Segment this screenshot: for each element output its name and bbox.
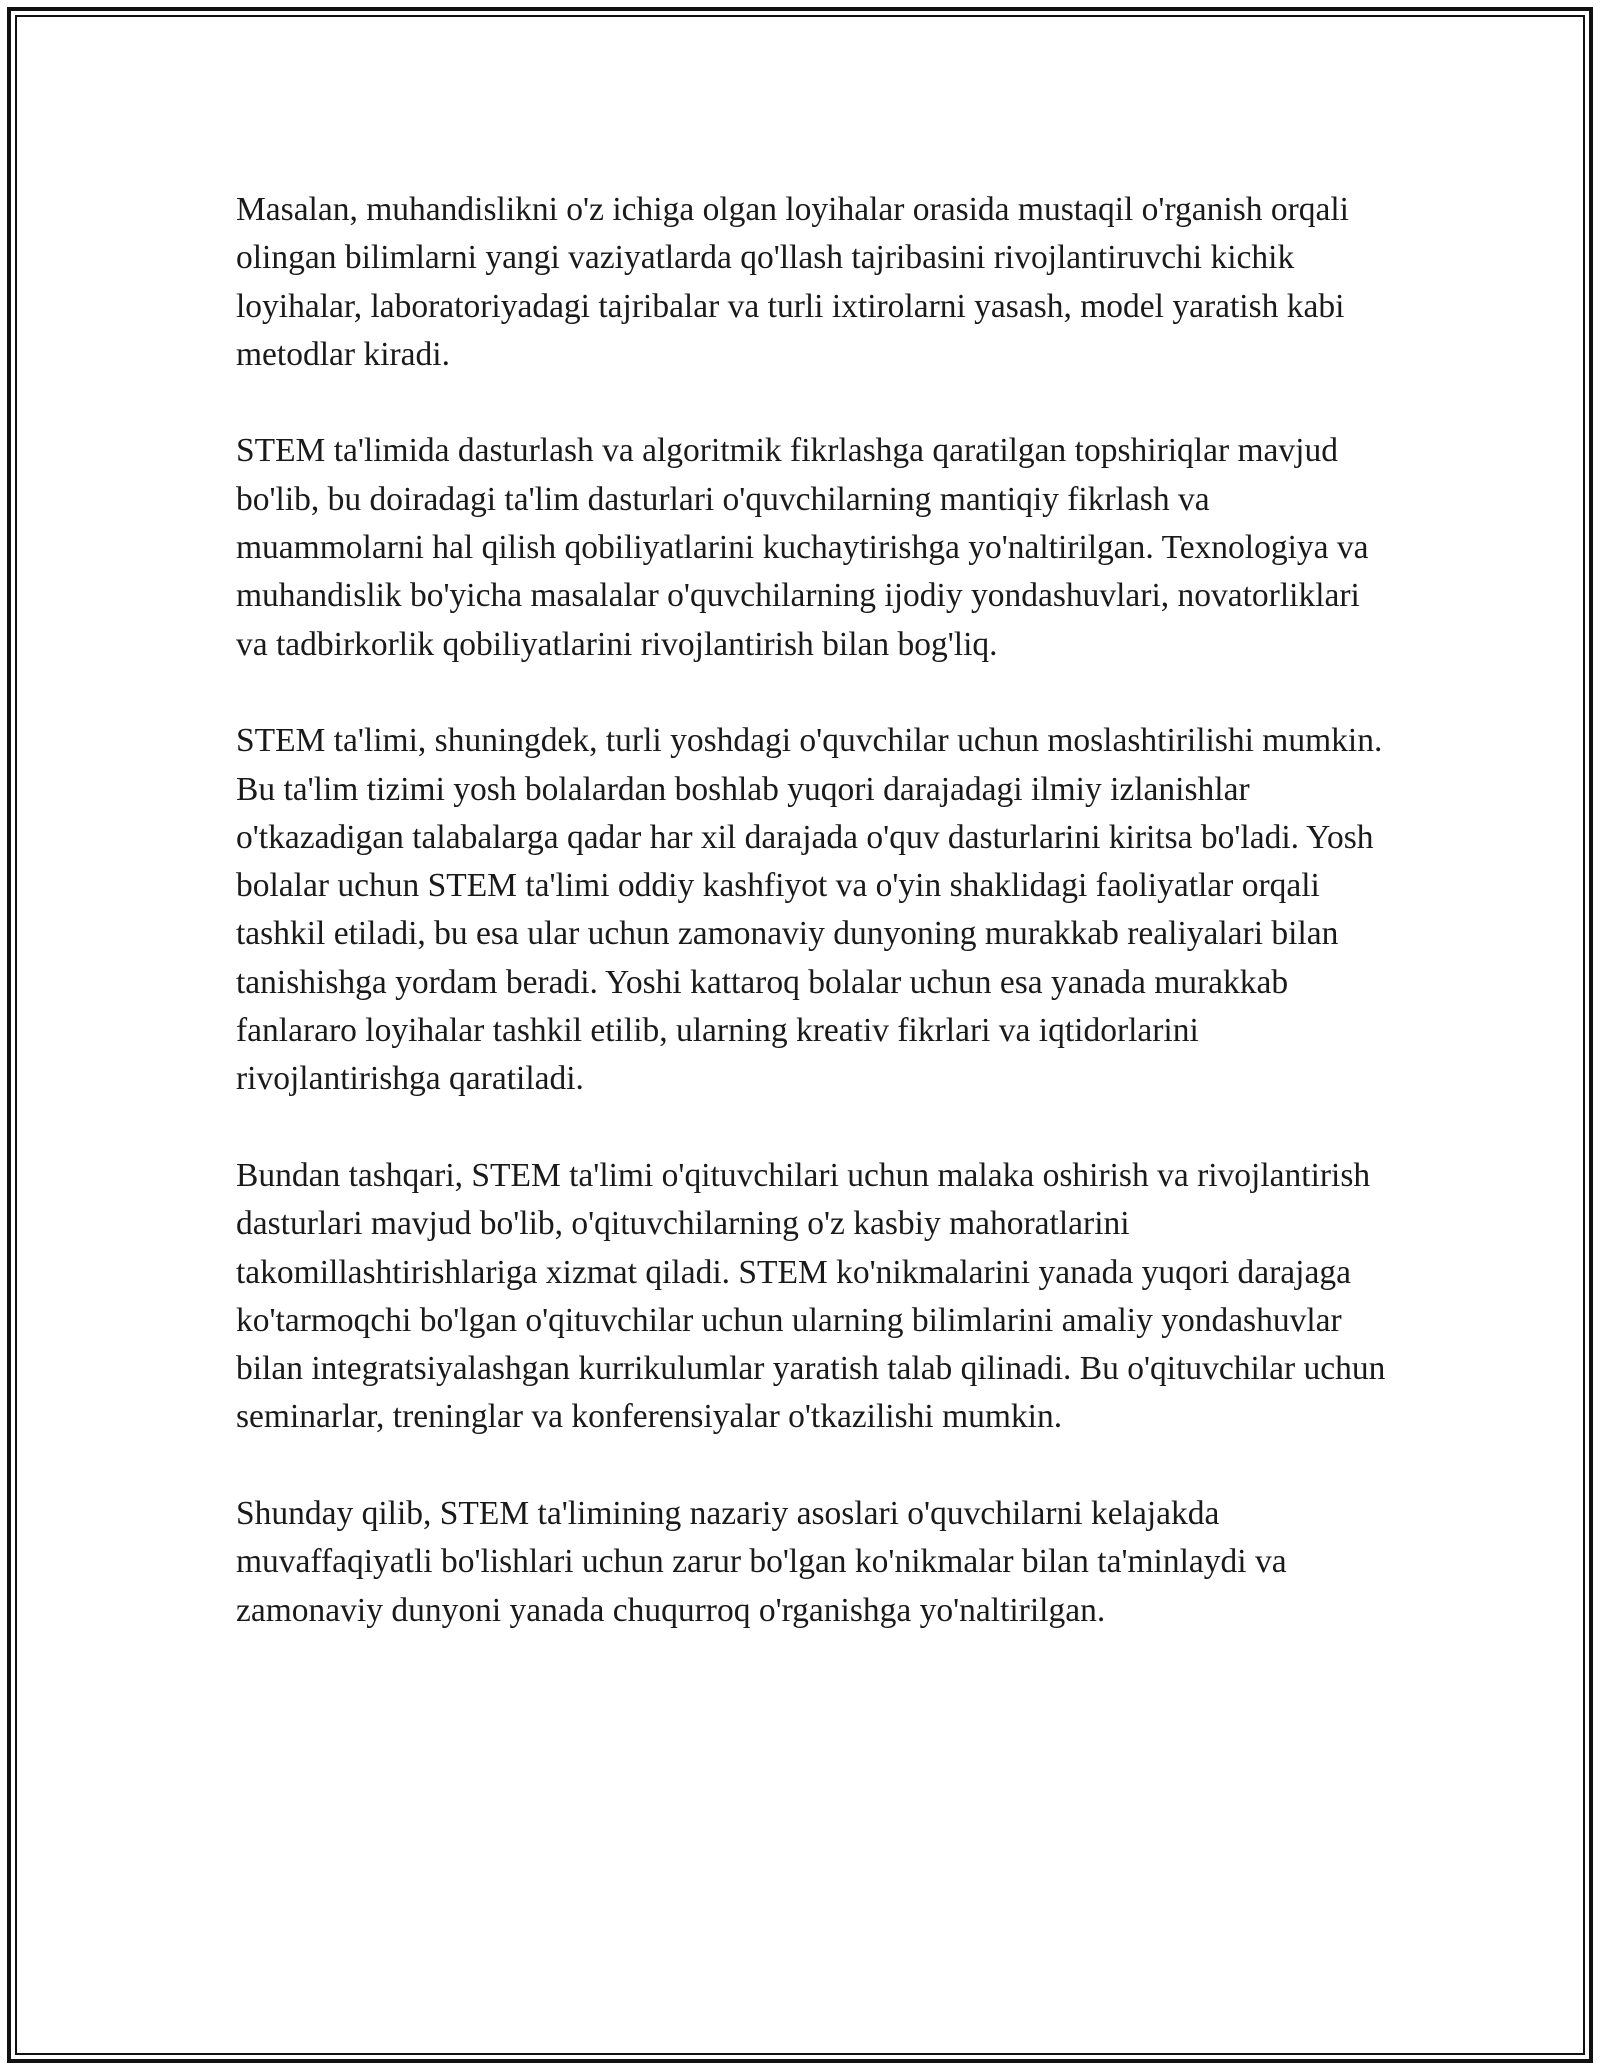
document-body [236,186,1396,1683]
paragraph-1: Masalan, muhandislikni o'z ichiga olgan loyihalar orasida mustaqil o'rganish orqali olingan bilimlarni yangi vaziyatlarda qo'llash tajribasini rivojlantiruvchi kichik loyihalar, laboratoriyadagi tajribalar va turli ixtirolarni yasash, model yaratish kabi metodlar kiradi. [236,191,1349,373]
paragraph-2: STEM ta'limida dasturlash va algoritmik fikrlashga qaratilgan topshiriqlar mavjud bo'lib, bu doiradagi ta'lim dasturlari o'quvchilarning mantiqiy fikrlash va muammolarni hal qilish qobiliyatlarini kuchaytirishga yo'naltirilgan. Texnologiya va muhandislik bo'yicha masalalar o'quvchilarning ijodiy yondashuvlari, novatorliklari va tadbirkorlik qobiliyatlarini rivojlantirish bilan bog'liq. [236,432,1369,663]
paragraph-4: Bundan tashqari, STEM ta'limi o'qituvchilari uchun malaka oshirish va rivojlantirish dasturlari mavjud bo'lib, o'qituvchilarning o'z kasbiy mahoratlarini takomillashtirishlariga xizmat qiladi. STEM ko'nikmalarini yanada yuqori darajaga ko'tarmoqchi bo'lgan o'qituvchilar uchun ularning bilimlarini amaliy yondashuvlar bilan integratsiyalashgan kurrikulumlar yaratish talab qilinadi. Bu o'qituvchilar uchun seminarlar, treninglar va konferensiyalar o'tkazilishi mumkin. [236,1156,1386,1436]
paragraph-3: STEM ta'limi, shuningdek, turli yoshdagi o'quvchilar uchun moslashtirilishi mumkin. Bu ta'lim tizimi yosh bolalardan boshlab yuqori darajadagi ilmiy izlanishlar o'tkazadigan talabalarga qadar har xil darajada o'quv dasturlarini kiritsa bo'ladi. Yosh bolalar uchun STEM ta'limi oddiy kashfiyot va o'yin shaklidagi faoliyatlar orqali tashkil etiladi, bu esa ular uchun zamonaviy dunyoning murakkab realiyalari bilan tanishishga yordam beradi. Yoshi kattaroq bolalar uchun esa yanada murakkab fanlararo loyihalar tashkil etilib, ularning kreativ fikrlari va iqtidorlarini rivojlantirishga qaratiladi. [236,722,1383,1098]
paragraph-5: Shunday qilib, STEM ta'limining nazariy asoslari o'quvchilarni kelajakda muvaffaqiyatli bo'lishlari uchun zarur bo'lgan ko'nikmalar bilan ta'minlaydi va zamonaviy dunyoni yanada chuqurroq o'rganishga yo'naltirilgan. [236,1495,1287,1629]
